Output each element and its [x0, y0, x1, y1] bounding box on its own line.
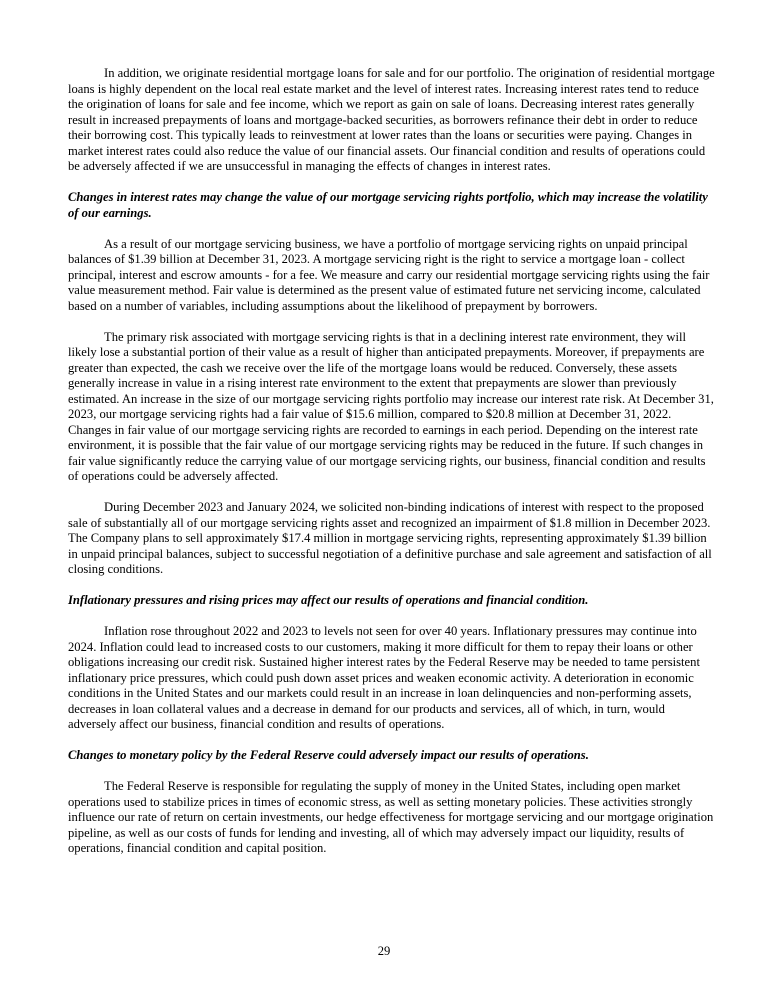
page-number: 29 [377, 944, 391, 958]
section-heading-inflationary-pressures: Inflationary pressures and rising prices may affect our results of operations and financial condition. [68, 593, 589, 607]
body-paragraph-inflation: Inflation rose throughout 2022 and 2023 to levels not seen for over 40 years. Inflationary pressures may continue into 2024. Inflation could lead to increased costs to our customers, making it more difficult for them to repay their loans or other obligations increasing our credit risk. Sustained higher interest rates by the Federal Reserve may be needed to tame persistent inflationary price pressures, which could push down asset prices and weaken economic activity. A deterioration in economic conditions in the United States and our markets could result in an increase in loan delinquencies and non-performing assets, decreases in loan collateral values and a decrease in demand for our products and services, all of which, in turn, would adversely affect our business, financial condition and results of operations. [68, 624, 700, 731]
body-paragraph-federal-reserve: The Federal Reserve is responsible for regulating the supply of money in the United States, including open market operations used to stabilize prices in times of economic stress, as well as setting monetary policies. These activities strongly influence our rate of return on certain investments, our hedge effectiveness for mortgage servicing and our mortgage origination pipeline, as well as our costs of funds for lending and investing, all of which may adversely impact our liquidity, results of operations, financial condition and capital position. [68, 779, 714, 855]
body-paragraph-servicing-rights-sale: During December 2023 and January 2024, we solicited non-binding indications of interest with respect to the proposed sale of substantially all of our mortgage servicing rights asset and recognized an impairment of $1.8 million in December 2023. The Company plans to sell approximately $17.4 million in mortgage servicing rights, representing approximately $1.39 billion in unpaid principal balances, subject to successful negotiation of a definitive purchase and sale agreement and satisfaction of all closing conditions. [68, 500, 712, 576]
body-paragraph-servicing-portfolio: As a result of our mortgage servicing business, we have a portfolio of mortgage servicing rights on unpaid principal balances of $1.39 billion at December 31, 2023. A mortgage servicing right is the right to service a mortgage loan - collect principal, interest and escrow amounts - for a fee. We measure and carry our residential mortgage servicing rights using the fair value measurement method. Fair value is determined as the present value of estimated future net servicing income, calculated based on a number of variables, including assumptions about the likelihood of prepayment by borrowers. [68, 236, 710, 313]
document-body [68, 66, 716, 872]
body-paragraph-servicing-primary-risk: The primary risk associated with mortgage servicing rights is that in a declining interest rate environment, they will likely lose a substantial portion of their value as a result of higher than anticipated prepayments. Moreover, if prepayments are greater than expected, the cash we receive over the life of the mortgage loans would be reduced. Conversely, these assets generally increase in value in a rising interest rate environment to the extent that prepayments are slower than previously estimated. An increase in the size of our mortgage servicing rights portfolio may increase our interest rate risk. At December 31, 2023, our mortgage servicing rights had a fair value of $15.6 million, compared to $20.8 million at December 31, 2022. Changes in fair value of our mortgage servicing rights are recorded to earnings in each period. Depending on the interest rate environment, it is possible that the fair value of our mortgage servicing rights may be reduced in the future. If such changes in fair value significantly reduce the carrying value of our mortgage servicing rights, our business, financial condition and results of operations could be adversely affected. [68, 329, 714, 483]
section-heading-monetary-policy: Changes to monetary policy by the Federal Reserve could adversely impact our results of operations. [68, 748, 589, 762]
body-paragraph-interest-rate-risk: In addition, we originate residential mortgage loans for sale and for our portfolio. The origination of residential mortgage loans is highly dependent on the local real estate market and the level of interest rates. Increasing interest rates tend to reduce the origination of loans for sale and fee income, which we report as gain on sale of loans. Decreasing interest rates generally result in increased prepayments of loans and mortgage-backed securities, as borrowers refinance their debt in order to reduce their borrowing cost. This typically leads to reinvestment at lower rates than the loans or securities were paying. Changes in market interest rates could also reduce the value of our financial assets. Our financial condition and results of operations could be adversely affected if we are unsuccessful in managing the effects of changes in interest rates. [68, 66, 715, 173]
section-heading-servicing-rights-volatility: Changes in interest rates may change the value of our mortgage servicing rights portfolio, which may increase the volatility of our earnings. [68, 190, 708, 220]
